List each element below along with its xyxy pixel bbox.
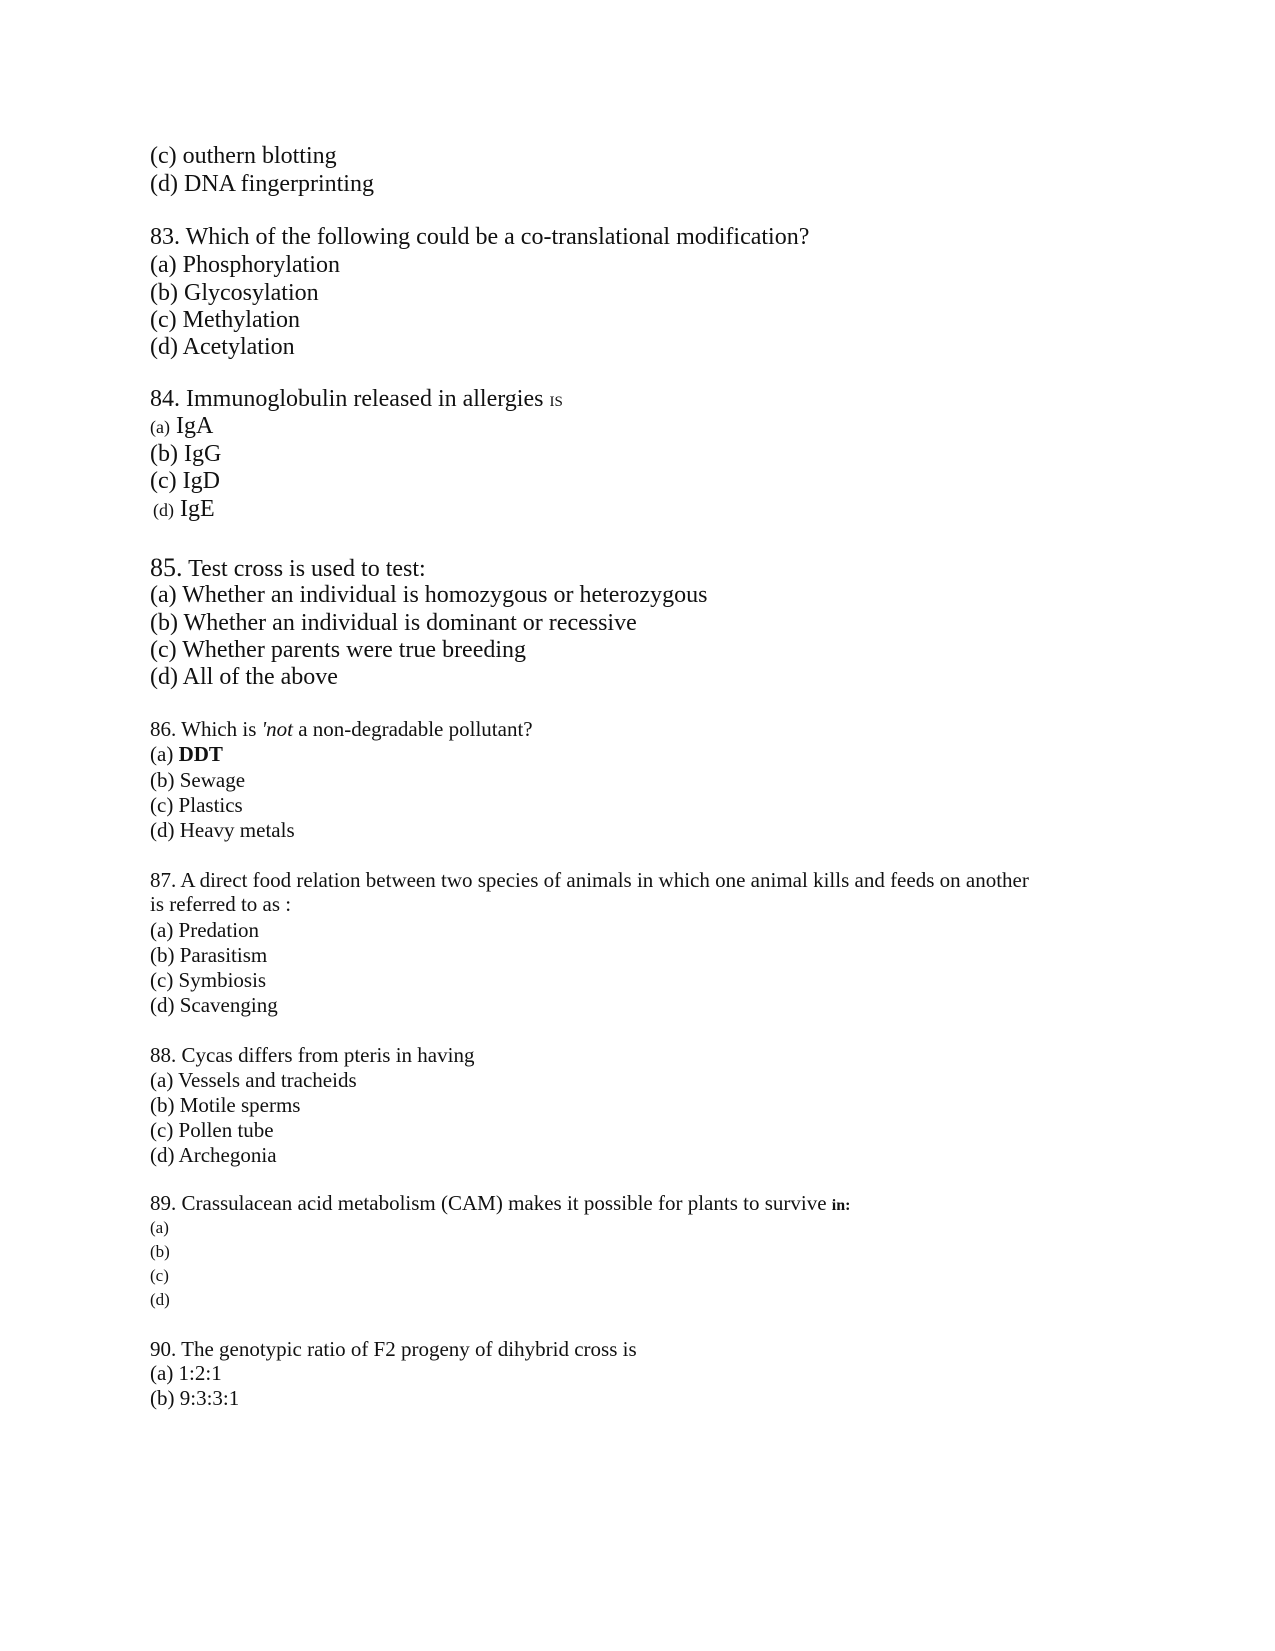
q86-question-end: a non-degradable pollutant?	[298, 717, 533, 741]
q89-option-a: (a)	[150, 1218, 169, 1237]
q83-option-d: (d) Acetylation	[150, 334, 295, 360]
q88-option-a: (a) Vessels and tracheids	[150, 1068, 357, 1092]
q83-question: 83. Which of the following could be a co-translational modification?	[150, 224, 810, 250]
q85-option-d: (d) All of the above	[150, 664, 338, 690]
q89-question-text: 89. Crassulacean acid metabolism (CAM) makes it possible for plants to survive	[150, 1191, 827, 1215]
q83-option-b: (b) Glycosylation	[150, 280, 319, 306]
q85-question-text: Test cross is used to test:	[188, 556, 426, 582]
q89-option-d: (d)	[150, 1290, 170, 1309]
q84-question-text: 84. Immunoglobulin released in allergies	[150, 386, 544, 412]
q84-option-a-text: IgA	[175, 413, 214, 439]
q87-option-c: (c) Symbiosis	[150, 968, 267, 992]
q86-question-is: is	[242, 717, 257, 741]
q84-option-a-label: (a)	[150, 417, 170, 437]
q86-option-b: (b) Sewage	[150, 768, 246, 792]
q87-option-d: (d) Scavenging	[150, 993, 278, 1017]
q86-option-a-text: DDT	[178, 742, 223, 766]
q85-number: 85.	[150, 553, 183, 582]
q87-question-line2: is referred to as :	[150, 892, 292, 916]
q89-option-c: (c)	[150, 1266, 169, 1285]
q84-question-tail: IS	[549, 394, 563, 410]
q84-option-b: (b) IgG	[150, 441, 222, 467]
q84-option-d-label: (d)	[153, 500, 174, 520]
q89-question-tail: in:	[831, 1197, 851, 1214]
q88-question: 88. Cycas differs from pteris in having	[150, 1043, 475, 1067]
q90-option-a: (a) 1:2:1	[150, 1361, 222, 1385]
q90-option-b: (b) 9:3:3:1	[150, 1386, 240, 1410]
q86-option-a	[150, 744, 223, 765]
q88-option-d: (d) Archegonia	[150, 1143, 277, 1167]
q83-option-a: (a) Phosphorylation	[150, 252, 340, 278]
q90-question: 90. The genotypic ratio of F2 progeny of dihybrid cross is	[150, 1337, 637, 1361]
q87-option-b: (b) Parasitism	[150, 943, 268, 967]
q84-option-c: (c) IgD	[150, 468, 220, 494]
q88-option-b: (b) Motile sperms	[150, 1093, 301, 1117]
q82-option-c: (c) outhern blotting	[150, 143, 337, 169]
q89-option-b: (b)	[150, 1242, 170, 1261]
q83-option-c: (c) Methylation	[150, 307, 300, 333]
q86-question-start: 86. Which	[150, 717, 238, 741]
q86-option-d: (d) Heavy metals	[150, 818, 295, 842]
q85-option-b: (b) Whether an individual is dominant or recessive	[150, 610, 637, 636]
q86-option-c: (c) Plastics	[150, 793, 243, 817]
q84-option-d-text: IgE	[180, 496, 215, 522]
q86-option-a-label: (a)	[150, 742, 174, 766]
q86-question	[150, 719, 533, 740]
q82-option-d: (d) DNA fingerprinting	[150, 171, 374, 197]
q84-option-d	[153, 497, 215, 521]
q89-question	[150, 1193, 850, 1214]
q88-option-c: (c) Pollen tube	[150, 1118, 274, 1142]
q84-question	[150, 387, 563, 411]
q84-option-a	[150, 414, 213, 438]
q86-question-not: 'not	[261, 717, 293, 741]
q85-question	[150, 555, 426, 581]
q85-option-c: (c) Whether parents were true breeding	[150, 637, 527, 663]
q85-option-a: (a) Whether an individual is homozygous or heterozygous	[150, 582, 708, 608]
q87-option-a: (a) Predation	[150, 918, 260, 942]
q87-question-line1: 87. A direct food relation between two species of animals in which one animal kills and feeds on another	[150, 868, 1029, 892]
